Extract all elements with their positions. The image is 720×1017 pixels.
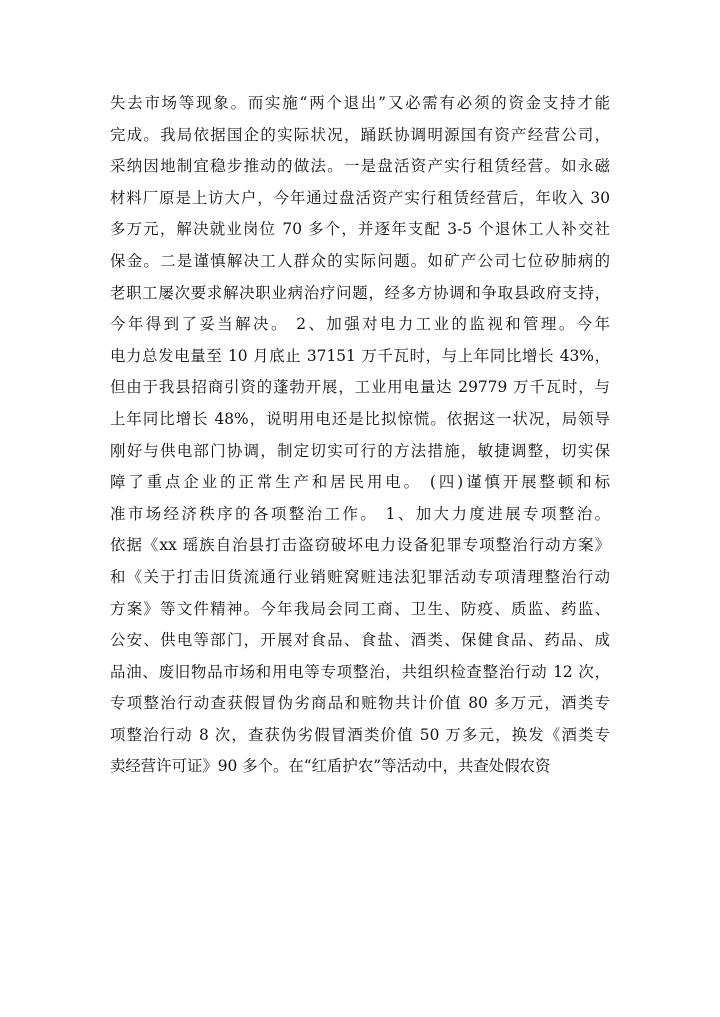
text-line: 完成。我局依据国企的实际状况，踊跃协调明源国有资产经营公司， [110,125,610,144]
text-line: 保金。二是谨慎解决工人群众的实际问题。如矿产公司七位矽肺病的 [110,251,610,270]
text-line: 公安、供电等部门，开展对食品、食盐、酒类、保健食品、药品、成 [110,631,610,650]
text-line: 上年同比增长 48%，说明用电还是比拟惊慌。依据这一状况，局领导 [110,409,610,428]
text-line: 和《关于打击旧货流通行业销赃窝赃违法犯罪活动专项清理整治行动 [110,567,610,586]
text-line: 材料厂原是上访大户，今年通过盘活资产实行租赁经营后，年收入 30 [110,188,610,207]
text-line: 采纳因地制宜稳步推动的做法。一是盘活资产实行租赁经营。如永磁 [110,157,610,176]
text-line: 但由于我县招商引资的蓬勃开展，工业用电量达 29779 万千瓦时，与 [110,378,610,397]
text-line: 今年得到了妥当解决。 2、加强对电力工业的监视和管理。今年 [110,315,610,334]
text-line: 多万元，解决就业岗位 70 多个，并逐年支配 3-5 个退休工人补交社 [110,220,610,239]
text-line: 品油、废旧物品市场和用电等专项整治，共组织检查整治行动 12 次， [110,662,610,681]
text-line: 失去市场等现象。而实施“两个退出”又必需有必须的资金支持才能 [110,94,610,112]
text-line: 项整治行动 8 次，查获伪劣假冒酒类价值 50 万多元，换发《酒类专 [110,725,610,744]
text-line: 电力总发电量至 10 月底止 37151 万千瓦时，与上年同比增长 43%， [110,346,610,365]
text-line: 依据《xx 瑶族自治县打击盗窃破坏电力设备犯罪专项整治行动方案》 [110,536,610,555]
text-line: 卖经营许可证》90 多个。在“红盾护农”等活动中，共查处假农资 [110,757,551,776]
text-line: 方案》等文件精神。今年我局会同工商、卫生、防疫、质监、药监、 [110,599,610,618]
text-line: 准市场经济秩序的各项整治工作。 1、加大力度进展专项整治。 [110,504,610,523]
text-line: 老职工屡次要求解决职业病治疗问题，经多方协调和争取县政府支持， [110,283,610,302]
text-line: 障了重点企业的正常生产和居民用电。 (四)谨慎开展整顿和标 [110,473,610,492]
body-text [110,88,610,783]
text-line: 专项整治行动查获假冒伪劣商品和赃物共计价值 80 多万元，酒类专 [110,694,610,713]
text-line: 刚好与供电部门协调，制定切实可行的方法措施，敏捷调整，切实保 [110,441,610,460]
